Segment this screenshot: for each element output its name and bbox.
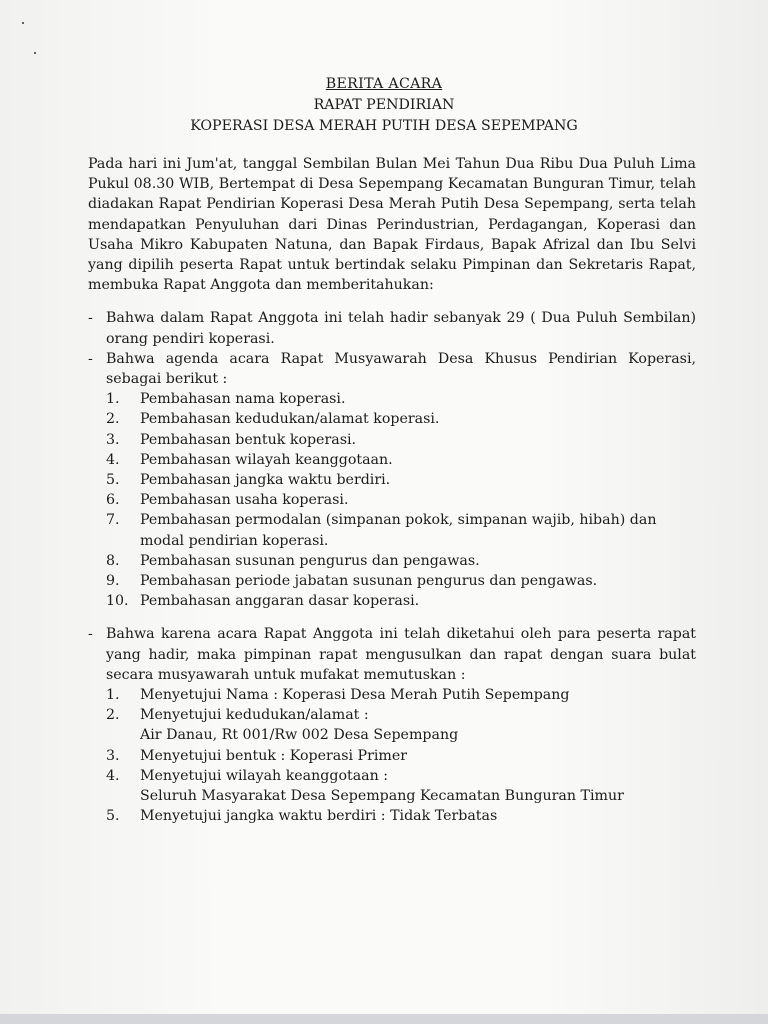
list-item: 2. Menyetujui kedudukan/alamat : Air Danau, Rt 001/Rw 002 Desa Sepempang [106,707,459,744]
list-item: 3. Menyetujui bentuk : Koperasi Primer [106,747,408,764]
bullet-attendance [88,308,696,348]
list-item-detail: Air Danau, Rt 001/Rw 002 Desa Sepempang [140,727,459,744]
list-item: 10. Pembahasan anggaran dasar koperasi. [106,593,420,610]
list-item: 5. Menyetujui jangka waktu berdiri : Tidak Terbatas [106,808,498,825]
bullet-text: Bahwa karena acara Rapat Anggota ini telah diketahui oleh para peserta rapat yang hadir, maka pimpinan rapat mengusulkan dan rapat dengan suara bulat secara musyawarah untuk mufakat memutuskan : [106,626,696,683]
document-body [88,154,696,827]
document-subtitle-1: RAPAT PENDIRIAN [313,97,455,113]
list-item: 4. Menyetujui wilayah keanggotaan : Seluruh Masyarakat Desa Sepempang Kecamatan Bunguran Timur [106,767,624,805]
dash-marker: - [88,626,93,643]
list-item: 1. Pembahasan nama koperasi. [106,391,346,408]
list-item: 3. Pembahasan bentuk koperasi. [106,431,357,448]
document-subtitle-2: KOPERASI DESA MERAH PUTIH DESA SEPEMPANG [190,118,578,134]
list-item: 9. Pembahasan periode jabatan susunan pengurus dan pengawas. [106,573,598,590]
scan-speck [34,52,36,54]
list-item: 7. Pembahasan permodalan (simpanan pokok, simpanan wajib, hibah) dan modal pendirian koperasi. [106,512,657,549]
document-title: BERITA ACARA [325,76,443,92]
list-item-detail: Seluruh Masyarakat Desa Sepempang Kecamatan Bunguran Timur [140,788,624,805]
dash-marker: - [88,310,93,327]
bullet-agenda [88,349,696,389]
agenda-list [88,389,696,611]
list-item: 1. Menyetujui Nama : Koperasi Desa Merah Putih Sepempang [106,687,570,704]
list-item: 4. Pembahasan wilayah keanggotaan. [106,451,393,468]
document-header [0,74,768,137]
list-item: 6. Pembahasan usaha koperasi. [106,492,349,509]
bullet-text: Bahwa dalam Rapat Anggota ini telah hadir sebanyak 29 ( Dua Puluh Sembilan) orang pendiri koperasi. [106,310,696,347]
decision-list [88,685,696,826]
intro-paragraph: Pada hari ini Jum'at, tanggal Sembilan Bulan Mei Tahun Dua Ribu Dua Puluh Lima Pukul 08.30 WIB, Bertempat di Desa Sepempang Kecamatan Bunguran Timur, telah diadakan Rapat Pendirian Koperasi Desa Merah Putih Desa Sepempang, serta telah mendapatkan Penyuluhan dari Dinas Perindustrian, Perdagangan, Koperasi dan Usaha Mikro Kabupaten Natuna, dan Bapak Firdaus, Bapak Afrizal dan Ibu Selvi yang dipilih peserta Rapat untuk bertindak selaku Pimpinan dan Sekretaris Rapat, membuka Rapat Anggota dan memberitahukan: [88,156,696,294]
list-item: 2. Pembahasan kedudukan/alamat koperasi. [106,411,440,428]
scan-bottom-edge [0,1014,768,1024]
list-item: 5. Pembahasan jangka waktu berdiri. [106,472,391,489]
bullet-text: Bahwa agenda acara Rapat Musyawarah Desa Khusus Pendirian Koperasi, sebagai berikut : [106,350,696,388]
bullet-decision [88,624,696,685]
scan-speck [22,22,24,24]
list-item: 8. Pembahasan susunan pengurus dan pengawas. [106,552,480,569]
dash-marker: - [88,350,93,367]
